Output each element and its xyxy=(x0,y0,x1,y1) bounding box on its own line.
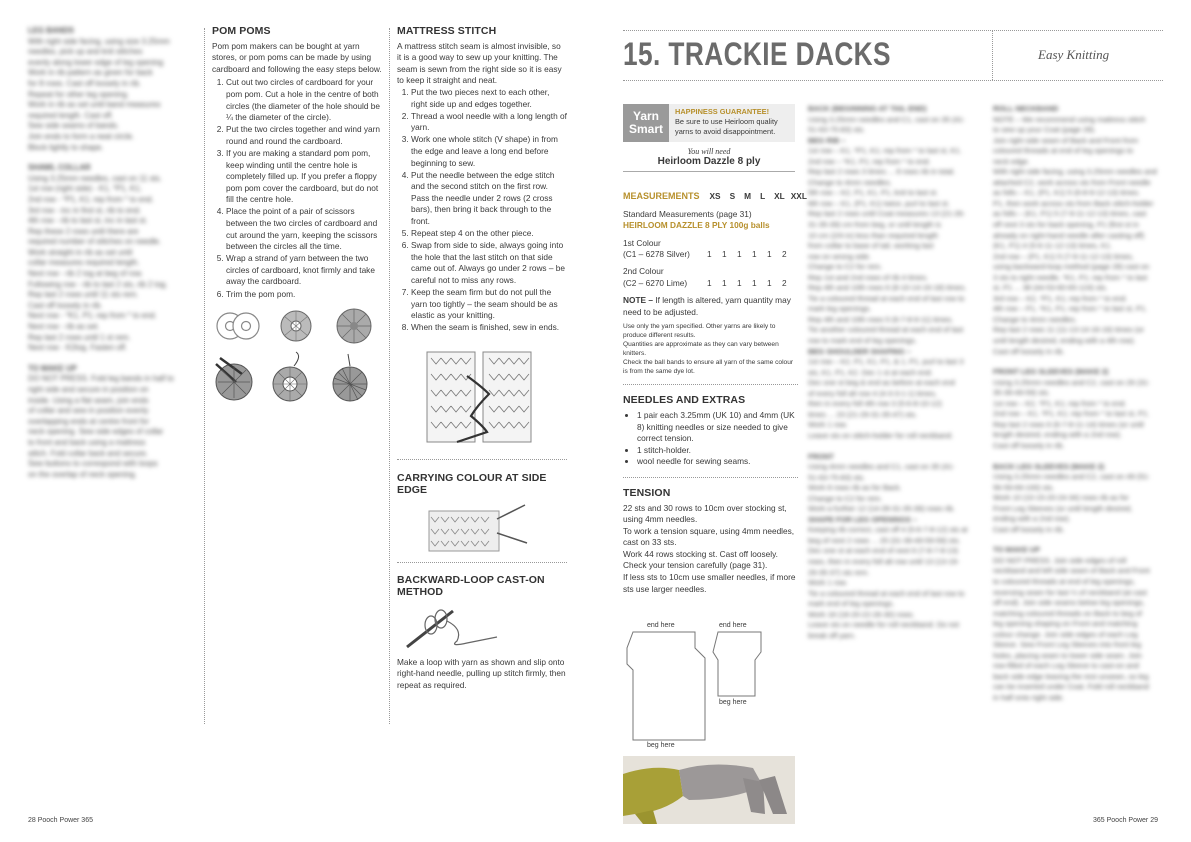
blurred-line: back side edge leaving the rest unsewn, so leg xyxy=(993,671,1149,681)
measurements-section xyxy=(623,191,807,595)
tension-line: 22 sts and 30 rows to 10cm over stocking st, using 4mm needles. xyxy=(623,502,787,525)
blurred-line: LEG BANDS xyxy=(28,26,74,35)
blurred-line: With right side facing, using 3.25mm needles and xyxy=(993,167,1157,177)
blurred-line: Keeping rib correct, cast off 4 (5-6-7-8-12) sts at xyxy=(808,525,968,535)
blurred-line: Rep last 2 rows 3 times ... 8 rows rib in total. xyxy=(808,167,956,177)
mattress-step: 1. Put the two pieces next to each other, right side up and edges together. xyxy=(411,87,567,110)
blurred-line: BACK (BEGINNING AT TAIL END) xyxy=(808,104,927,113)
blurred-line: Next row - rib as set. xyxy=(28,322,100,332)
blurred-line: holes, placing seam to lower side seam. Join xyxy=(993,650,1142,660)
colour2-row: (C2 – 6270 Lime) 1 1 1 1 1 2 xyxy=(623,277,787,288)
pom-step: 5. Wrap a strand of yarn between the two circles of cardboard, knot firmly and take away the cardboard. xyxy=(226,253,384,288)
blurred-line: reversing seam for last ¼ of neckband (at cast xyxy=(993,587,1147,597)
blurred-line: Dec one st at each end of next 6 (7-8-7-8-13) xyxy=(808,546,959,556)
blurred-line: Rep last 2 rows until Coat measures 13 (21-26- xyxy=(808,209,966,219)
blurred-line: Following row - rib to last 2 sts, rib 2 tog. xyxy=(28,279,168,289)
blurred-line: P1, then work across sts from Back stitch-holder xyxy=(993,198,1154,208)
blurred-line: Work 8 rows rib as for Back. xyxy=(808,483,902,493)
section-divider xyxy=(397,562,567,563)
blurred-line: row to mark end of leg openings. xyxy=(808,336,917,346)
blurred-line: coloured threads at end of leg openings to xyxy=(993,146,1134,156)
blurred-line: 2nd row – K1, *P1, K1; rep from * to last st, P1. xyxy=(993,409,1150,419)
mattress-intro: A mattress stitch seam is almost invisible, so it is a good way to sew up your knitting. The seam is sewn from the right side so it is easy to keep it straight and neat. xyxy=(397,40,562,86)
blurred-line: 2nd row – (P1, K1) 5 (7-9-11-12-13) times, xyxy=(993,251,1134,261)
blurred-line: 4th row - rib to last st, inc in last st. xyxy=(28,216,148,226)
blurred-line: required number of stitches on needle. xyxy=(28,237,162,247)
left-blurred-column xyxy=(28,26,196,480)
colour1-label: 1st Colour xyxy=(623,237,661,248)
filled-pom-icon xyxy=(337,309,371,343)
size-label: M xyxy=(744,191,752,201)
blurred-line: to sew up your Coat (page 28). xyxy=(993,125,1096,135)
pattern-title: 15. TRACKIE DACKS xyxy=(623,36,891,72)
tension-line: Check your tension carefully (page 31). xyxy=(623,560,768,571)
mattress-stitch-illustration xyxy=(397,346,567,451)
blurred-line: 5th row – K2, P1, K1, P1, knit to last st. xyxy=(808,188,939,198)
pom-step: 1. Cut out two circles of cardboard for your pom pom. Cut a hole in the centre of both circles (the diameter of the hole should be ¼ the diameter of the circle). xyxy=(226,77,384,123)
blurred-line: 1st row – K2, P1, K1, P1, & 1, P1, purl to last 3 xyxy=(808,357,964,367)
right-blurred-column-middle xyxy=(808,104,983,641)
blurred-line: Work in rib pattern as given for back xyxy=(28,68,153,78)
blurred-line xyxy=(28,354,196,364)
blurred-line: st, P1 ... 38 (44-53-60-65-124) sts. xyxy=(993,283,1108,293)
diagram-label: beg here xyxy=(719,699,747,706)
blurred-line: SHAPE FOR LEG OPENINGS – xyxy=(808,514,918,524)
blurred-line: neck edge. xyxy=(993,156,1030,166)
blurred-line: 1st row – K2, *P1, K1; rep from * to end. xyxy=(993,398,1127,408)
guarantee-heading: HAPPINESS GUARANTEE! xyxy=(675,107,770,116)
blurred-line: Rep last 2 rows 6 (6-7-8-11-14) times (or until xyxy=(993,419,1144,429)
blurred-line: mark leg openings. xyxy=(808,304,872,314)
size-label: S xyxy=(729,191,736,201)
blurred-line: Tie a coloured thread at each end of last row to xyxy=(808,293,965,303)
blurred-line: Work 1 row. xyxy=(808,578,848,588)
tension-line: To work a tension square, using 4mm needles, cast on 33 sts. xyxy=(623,525,795,548)
blurred-line: length desired, ending with a 2nd row). xyxy=(993,430,1122,440)
blurred-line: break off yarn. xyxy=(808,630,856,640)
blurred-line: needles, pick up and knit stitches xyxy=(28,47,143,57)
tied-pom-icon xyxy=(273,352,307,401)
divider xyxy=(204,28,205,724)
left-footer: 28 Pooch Power 365 xyxy=(28,817,93,824)
standard-measurements: Standard Measurements (page 31) xyxy=(623,208,752,219)
pom-poms-intro: Pom pom makers can be bought at yarn stores, or pom poms can be made by using cardboard and following the easy steps below. xyxy=(212,40,382,74)
blurred-line: 56-59-69-100) sts. xyxy=(993,482,1055,492)
carrying-section xyxy=(397,459,567,564)
right-footer: 365 Pooch Power 29 xyxy=(1093,817,1158,824)
blurred-line: 1st row (right side) - K1, *P1, K1; xyxy=(28,184,142,194)
pom-pom-illustration xyxy=(212,306,384,416)
mattress-step: 7. Keep the seam firm but do not pull the yarn too tightly – the seam should be as elastic as your knitting. xyxy=(411,287,567,322)
right-blurred-column-right xyxy=(993,104,1165,704)
blurred-line: row-filled of each Leg Sleeve to cast-on and xyxy=(993,661,1139,671)
yarn-name: Heirloom Dazzle 8 ply xyxy=(657,156,761,167)
blurred-line: collar measures required length. xyxy=(28,258,140,268)
backward-text: Make a loop with yarn as shown and slip onto right-hand needle, pulling up stitch firmly, then repeat as required. xyxy=(397,656,566,690)
yarn-smart-box xyxy=(623,104,795,172)
pom-step: 2. Put the two circles together and wind yarn round and round the cardboard. xyxy=(226,124,384,147)
blurred-line: Cast off loosely in rib. xyxy=(993,524,1065,534)
blurred-line: overlapping ends at centre front for xyxy=(28,416,149,426)
carrying-heading: CARRYING COLOUR AT SIDE EDGE xyxy=(397,472,547,496)
blurred-line: Using 3.25mm needles, cast on 11 sts. xyxy=(28,173,162,183)
needles-item: • wool needle for sewing seams. xyxy=(637,456,798,468)
pom-poms-heading: POM POMS xyxy=(212,25,271,37)
blurred-line: beg of next 2 rows ... 25 (31-39-49-59-59) sts. xyxy=(808,535,961,545)
header-rule xyxy=(623,80,1163,81)
blurred-line: Using 3.25mm needles and C1, cast on 35 (41- xyxy=(808,114,966,124)
blurred-line: BACK LEG SLEEVES (MAKE 2) xyxy=(993,461,1105,471)
blurred-line: DO NOT PRESS. Join side edges of roll xyxy=(993,555,1127,565)
cardboard-rings-icon xyxy=(217,313,259,339)
blurred-line: using backward-loop method (page 28) cast on xyxy=(993,262,1150,272)
blurred-line: 51-63-75-83) sts. xyxy=(808,472,866,482)
blurred-line: already on right-hand needle after casting off) xyxy=(993,230,1145,240)
measurements-label: MEASUREMENTS xyxy=(623,191,700,201)
blurred-line: Sleeve. Sew Front Leg Sleeves into front leg xyxy=(993,640,1142,650)
blurred-line: Cast off loosely in rib. xyxy=(993,440,1065,450)
blurred-line xyxy=(993,452,1165,462)
blurred-line: Rep these 2 rows until there are xyxy=(28,226,139,236)
blurred-line: Change to 4mm needles. xyxy=(993,314,1077,324)
mattress-step: 6. Swap from side to side, always going into the hole that the last stitch on that side came out of. Always go under 2 rows – be careful not to miss any rows. xyxy=(411,240,567,286)
blurred-line: Rep last 2 rows until 1 st rem. xyxy=(28,332,131,342)
blurred-line: Change to C2 for rem. xyxy=(808,262,883,272)
blurred-line: Dec one st beg & end as before at each end xyxy=(808,378,955,388)
blurred-line: of collar and sew in position evenly xyxy=(28,406,149,416)
blurred-line: Change to C2 for rem. xyxy=(808,493,883,503)
blurred-line: Work 1 row. xyxy=(808,420,848,430)
yarn-smart-badge: Yarn Smart xyxy=(623,104,669,142)
blurred-line: Work 18 (18-20-22-26-30) rows. xyxy=(808,609,915,619)
blurred-line: colour change. Join side edges of each Leg xyxy=(993,629,1138,639)
blurred-line: BEG SHOULDER SHAPING – xyxy=(808,346,911,356)
blurred-line: Using 4mm needles and C1, cast on 35 (41- xyxy=(808,462,955,472)
blurred-line: Repeat for other leg opening. xyxy=(28,89,129,99)
scissors-icon xyxy=(216,358,252,400)
diagram-label: beg here xyxy=(647,742,675,749)
blurred-line: Work a further 12 (14-28-31-35-39) rows rib. xyxy=(808,504,956,514)
pom-poms-section xyxy=(212,26,384,419)
blurred-line: on the overlap of neck opening. xyxy=(28,469,137,479)
blurred-line: Using 3.25mm needles and C2, cast on 26 (31- xyxy=(993,377,1151,387)
blurred-line: 6th row – K1, (P1, K1) twice, purl to last st. xyxy=(808,198,950,208)
blurred-line: (K1, P1) 4 (5-6-11-12-13) times, K1. xyxy=(993,241,1113,251)
blurred-line: neckband and left side seam of Back and Front xyxy=(993,566,1150,576)
header-rule xyxy=(623,30,1163,31)
blurred-line xyxy=(993,357,1165,367)
blurred-line: BEG RIB – xyxy=(808,135,846,145)
blurred-line: FRONT xyxy=(808,451,834,461)
blurred-line: 35-39-49-59) sts. xyxy=(993,388,1051,398)
blurred-line: can be inserted under Coat. Fold roll neckband xyxy=(993,682,1149,692)
blurred-line: as folls – K1, (P1, K1) 5 (6-8-9-12-13) times. xyxy=(993,188,1141,198)
schematic-diagram xyxy=(623,620,798,750)
blurred-line: Cast off loosely in rib. xyxy=(28,300,103,310)
blurred-line: Join right side seam of Back and Front from xyxy=(993,135,1139,145)
blurred-line: Join ends to form a neat circle. xyxy=(28,131,135,141)
you-will-need: You will need xyxy=(687,147,731,156)
blurred-line: as folls – (K1, P1) 5 (7-9-11-12-13) times, cast xyxy=(993,209,1147,219)
blurred-line: 1st row – K1, *P1, K1; rep from * to last st, K1. xyxy=(808,146,962,156)
blurred-line: attached C2, work across sts from Front needle xyxy=(993,177,1151,187)
tension-line: If less sts to 10cm use smaller needles, if more sts use larger needles. xyxy=(623,572,796,594)
blurred-line: NOTE – We recommend using mattress stitch xyxy=(993,114,1146,124)
blurred-line: Work in rib as set until band measures xyxy=(28,100,161,110)
blurred-line: 51-63-75-83) sts. xyxy=(808,125,866,135)
tension-heading: TENSION xyxy=(623,486,671,499)
carrying-colour-illustration xyxy=(397,499,567,559)
blurred-line: until length desired, ending with a 4th row). xyxy=(993,336,1136,346)
blurred-line xyxy=(993,535,1165,545)
backward-loop-illustration xyxy=(397,601,567,653)
yarn-requirement xyxy=(623,142,795,172)
blurred-line: Rep last 2 rows 11 (11-13-14-16-16) times (or xyxy=(993,325,1145,335)
blurred-line: inside. Using a flat seam, join ends xyxy=(28,395,149,405)
blurred-line: TO MAKE UP xyxy=(993,545,1040,555)
size-label: XXL xyxy=(790,191,807,201)
wound-ring-icon xyxy=(281,311,311,341)
diagram-label: end here xyxy=(719,622,747,629)
mattress-step: 8. When the seam is finished, sew in ends. xyxy=(411,322,567,334)
size-label: L xyxy=(760,191,766,201)
blurred-line: neck opening. Sew side edges of collar xyxy=(28,427,164,437)
difficulty-tag: Easy Knitting xyxy=(1038,47,1110,62)
mattress-steps xyxy=(397,87,567,334)
blurred-line: DO NOT PRESS. Fold leg bands in half to xyxy=(28,374,174,384)
blurred-line: times ... 23 (21-29-31-35-47) sts. xyxy=(808,409,918,419)
section-divider xyxy=(397,459,567,460)
blurred-line: sts, K1, P1, K2. Dec 1 st at each end. xyxy=(808,367,933,377)
pom-step: 3. If you are making a standard pom pom, keep winding until the centre hole is completely filled up. If you prefer a floppy pom pom cover the cardboard, but do not fill the centre hole. xyxy=(226,148,384,206)
blurred-line: 3 sts to right needle, *K1, P1; rep from * to last xyxy=(993,272,1148,282)
blurred-line: SHAWL COLLAR xyxy=(28,163,91,173)
blurred-line: required length. Cast off. xyxy=(28,110,114,120)
colour1-row: (C1 – 6278 Silver) 1 1 1 1 1 2 xyxy=(623,249,787,260)
blurred-line: Rep 4th and 10th rows 5 (6-7-8-9-11) times. xyxy=(808,314,954,324)
blurred-line: Next row - K2tog. Fasten off. xyxy=(28,343,128,353)
blurred-line: Sew buttons to correspond with loops xyxy=(28,459,158,469)
blurred-line: 3rd row – K2, *P1, K1; rep from * to end. xyxy=(993,293,1128,303)
blurred-line: matching coloured threads on Back to beg of xyxy=(993,608,1142,618)
blurred-line: 2nd row - *P1, K1; rep from * to end. xyxy=(28,194,154,204)
blurred-line: for 8 rows. Cast off loosely in rib. xyxy=(28,78,141,88)
small-print: Use only the yarn specified. Other yarns are likely to produce different results. xyxy=(623,323,776,340)
pom-step: 6. Trim the pom pom. xyxy=(226,289,384,301)
mattress-stitch-section xyxy=(397,26,567,455)
diagram-label: end here xyxy=(647,622,675,629)
blurred-line: off next 3 sts for back opening, P1 (first st in xyxy=(993,220,1139,230)
blurred-line: to coloured threads at end of leg openings, xyxy=(993,576,1136,586)
needles-heading: NEEDLES AND EXTRAS xyxy=(623,394,746,407)
size-label: XS xyxy=(709,191,721,201)
title-divider xyxy=(992,30,993,80)
guarantee-text: Be sure to use Heirloom quality yarns to avoid disappointment. xyxy=(675,117,778,136)
blurred-line: ROLL NECKBAND xyxy=(993,104,1059,113)
blurred-line: 31-35-39) cm from beg, or until length is xyxy=(808,220,941,230)
blurred-line: right side and secure in position on xyxy=(28,385,149,394)
blurred-line: Next row - rib 2 tog at beg of row. xyxy=(28,269,143,279)
blurred-line xyxy=(808,442,983,452)
section-divider xyxy=(623,384,798,385)
blurred-line: 4th row – P1, *K1, P1; rep from * to last st, P1. xyxy=(993,304,1148,314)
blurred-line: 3rd row - inc in first st, rib to end. xyxy=(28,205,142,215)
section-divider xyxy=(623,477,798,478)
blurred-line: rows, then in every foll alt row until 13 (13-19- xyxy=(808,556,960,566)
blurred-line: Tie a coloured thread at each end of last row to xyxy=(808,588,965,598)
mattress-step: 2. Thread a wool needle with a long length of yarn. xyxy=(411,111,567,134)
pom-poms-steps xyxy=(212,77,384,300)
blurred-line: Work straight in rib as set until xyxy=(28,247,133,257)
blurred-line: Next row - *K1, P1; rep from * to end. xyxy=(28,311,157,321)
needles-item: • 1 stitch-holder. xyxy=(637,445,798,457)
product-photo xyxy=(623,756,795,824)
blurred-line: then in every foll 4th row 3 (5-6-8-10-12) xyxy=(808,399,942,409)
needles-item: • 1 pair each 3.25mm (UK 10) and 4mm (UK 8) knitting needles or size needed to give correct tension. xyxy=(637,410,798,445)
blurred-line: 10 cm (2/4 in) less than required length xyxy=(808,230,939,240)
blurred-line: Tie another coloured thread at each end of last xyxy=(808,325,964,335)
blurred-line: leg opening shaping on Front and matching xyxy=(993,619,1138,629)
blurred-line: Change to 4mm needles. xyxy=(808,177,892,187)
mattress-step: 4. Put the needle between the edge stitch and the second stitch on the first row. Pass the needle under 2 rows (2 cross bars), then bring it back through to the front. xyxy=(411,170,567,228)
blurred-line: With right side facing, using size 3.25mm xyxy=(28,36,170,46)
size-label: XL xyxy=(774,191,785,201)
finished-pom-icon xyxy=(333,354,367,401)
backward-heading: BACKWARD-LOOP CAST-ON METHOD xyxy=(397,574,545,598)
blurred-line: Using 3.25mm needles and C2, cast on 49 (51- xyxy=(993,472,1151,482)
tension-line: Work 44 rows stocking st. Cast off loosely. xyxy=(623,548,778,559)
blurred-line: 2nd row – *K1, P1; rep from * to end. xyxy=(808,156,931,166)
length-note: NOTE – If length is altered, yarn quantity may need to be adjusted. xyxy=(623,295,791,317)
mattress-heading: MATTRESS STITCH xyxy=(397,25,497,37)
blurred-line: 29-35-37) sts rem. xyxy=(808,567,870,577)
blurred-line: Front Leg Sleeves (or until length desired, xyxy=(993,503,1133,513)
blurred-line: from collar to base of tail, working last xyxy=(808,241,934,251)
blurred-line: Leave sts on stitch-holder for roll neckband. xyxy=(808,430,954,440)
balls-heading: HEIRLOOM DAZZLE 8 PLY 100g balls xyxy=(623,220,770,231)
blurred-line: Work 10 (10-15-20-24-34) rows rib as for xyxy=(993,493,1129,503)
blurred-line: Rep 1st and 2nd rows of rib 4 times. xyxy=(808,272,929,282)
blurred-line: Sew side seams of bands. xyxy=(28,121,120,131)
needles-list xyxy=(623,410,798,468)
blurred-line xyxy=(28,153,196,163)
blurred-line: TO MAKE UP xyxy=(28,363,77,373)
blurred-line: FRONT LEG SLEEVES (MAKE 2) xyxy=(993,367,1109,377)
blurred-line: Leave sts on needle for roll neckband. Do not xyxy=(808,620,959,630)
colour2-label: 2nd Colour xyxy=(623,265,664,276)
blurred-line: in half onto right side. xyxy=(993,692,1065,702)
blurred-line: off end). Join side seams below leg openings, xyxy=(993,598,1145,608)
blurred-line: row on wrong side. xyxy=(808,251,871,261)
blurred-line: of every foll alt row 4 (4-3-3-1-1) times, xyxy=(808,388,937,398)
blurred-line: evenly along lower edge of leg opening xyxy=(28,57,164,67)
mattress-step: 5. Repeat step 4 on the other piece. xyxy=(411,228,567,240)
pom-step: 4. Place the point of a pair of scissors between the two circles of cardboard and cut around the yarn, keeping the scissors between the circles all the time. xyxy=(226,206,384,252)
blurred-line: ending with a 2nd row). xyxy=(993,514,1071,524)
blurred-line: Block lightly to shape. xyxy=(28,142,104,152)
blurred-line: Cast off loosely in rib. xyxy=(993,346,1065,356)
mattress-step: 3. Work one whole stitch (V shape) in from the edge and leave a long end before beginning to sew. xyxy=(411,134,567,169)
small-print: Quantities are approximate as they can vary between knitters. xyxy=(623,341,779,358)
backward-loop-section xyxy=(397,562,567,692)
blurred-line: to front and back using a mattress xyxy=(28,437,146,447)
blurred-line: stitch. Fold collar back and secure. xyxy=(28,448,149,458)
small-print: Check the ball bands to ensure all yarn of the same colour is from the same dye lot. xyxy=(623,359,794,376)
blurred-line: Rep 4th and 10th rows 6 (8-10-14-16-18) times. xyxy=(808,283,967,293)
divider xyxy=(389,28,390,724)
blurred-line: mark end of leg openings. xyxy=(808,599,895,609)
blurred-line: Rep last 2 rows until 11 sts rem. xyxy=(28,290,139,300)
